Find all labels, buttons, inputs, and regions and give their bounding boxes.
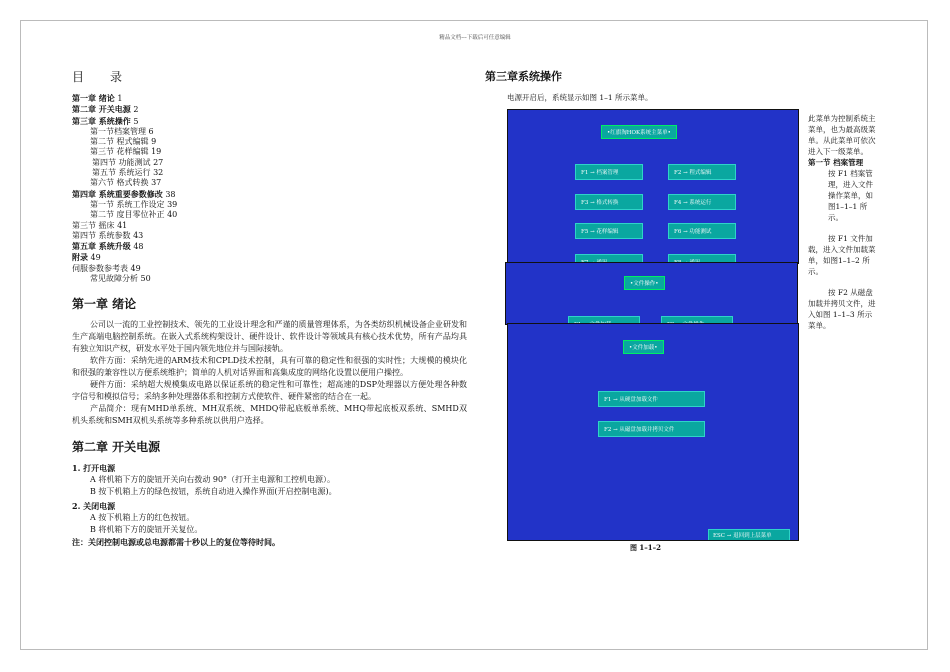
file-load-title: •文件加载• (623, 340, 664, 354)
chapter1-title: 第一章 绪论 (72, 297, 137, 312)
side-notes (808, 113, 878, 331)
toc-entry (72, 168, 467, 178)
power-on-step-b: B 按下机箱上方的绿色按钮，系统自动进入操作界面(开启控制电源)。 (90, 487, 337, 497)
power-on-title: 1. 打开电源 (72, 463, 116, 474)
toc-entry-text: 第二节 度目零位补正 (90, 210, 165, 220)
toc-entry-page: 37 (151, 178, 162, 188)
toc-entry-page: 1 (117, 94, 123, 103)
right-column (485, 68, 885, 103)
toc-entry (72, 158, 467, 168)
toc-entry-page: 41 (117, 220, 128, 230)
toc-entry-page: 19 (151, 147, 162, 157)
toc-entry-text: 第二章 开关电源 (72, 104, 131, 115)
power-off-step-a: A 按下机箱上方的红色按钮。 (90, 513, 195, 523)
power-note: 注：关闭控制电源或总电源都需十秒以上的复位等待时间。 (72, 537, 280, 548)
file-load-button-f1: F1 → 从硬盘加载文件 (598, 391, 705, 407)
toc-entry (72, 116, 467, 127)
toc-entry (72, 252, 467, 263)
chapter1-para-1: 公司以一流的工业控制技术、领先的工业设计理念和严谨的质量管理体系，为各类纺织机械设备企业研发和生产高端电脑控制系统。在嵌入式系统构架设计、硬件设计、软件设计等领域具有核心技术优势，所有产品均具有独立知识产权，研发水平处于国内领先地位并与国际接轨。 (72, 320, 467, 354)
menu-button-f5: F5 → 花样编辑 (575, 223, 643, 239)
toc-entry-text: 第六节 格式转换 (90, 178, 149, 188)
toc-entry-page: 32 (153, 168, 164, 178)
toc-entry-text: 附录 (72, 252, 88, 263)
chapter3-title: 第三章系统操作 (485, 70, 562, 83)
toc-entry-text: 伺服参数参考表 (72, 263, 128, 273)
chapter1-para-2: 软件方面：采纳先进的ARM技术和CPLD技术控制，具有可靠的稳定性和很强的实时性；大规模的模块化和很强的兼容性以方便系统维护；简单的人机对话界面和高集成度的网络化设置以便用户操控。 (72, 356, 467, 378)
toc-entry-page: 40 (167, 210, 178, 220)
toc-entry-text: 第五节 系统运行 (92, 168, 151, 178)
toc-entry (72, 264, 467, 274)
power-off-title: 2. 关闭电源 (72, 501, 116, 512)
toc-entry (72, 93, 467, 104)
toc-entry (72, 200, 467, 210)
toc-entry (72, 104, 467, 115)
toc-entry-text: 第三节 花样编辑 (90, 147, 149, 157)
figure-caption: 图 1–1–2 (630, 543, 662, 552)
toc-entry (72, 231, 467, 241)
chapter1-para-4: 产品简介：现有MHD单系统、MH双系统、MHDQ带起底板单系统、MHQ带起底板双系统、SMHD双机头系统和SMH双机头系统等多种系统以供用户选择。 (72, 404, 467, 426)
toc-title-a: 目 (72, 70, 85, 84)
menu-button-f1: F1 → 档案管理 (575, 164, 643, 180)
menu-button-f6: F6 → 功能测试 (668, 223, 736, 239)
toc-entry (72, 147, 467, 157)
toc-entry-text: 第四节 系统参数 (72, 230, 131, 240)
toc-entry-page: 48 (133, 242, 144, 252)
toc-entry (72, 127, 467, 137)
file-load-button-f2: F2 → 从磁盘加载并拷贝文件 (598, 421, 705, 437)
toc-entry-text: 常见故障分析 (90, 274, 138, 284)
power-off-step-b: B 将机箱下方的旋钮开关复位。 (90, 525, 203, 535)
toc-title-b: 录 (110, 70, 123, 84)
side-note-4: 按 F2 从磁盘加载并拷贝文件，进入如图 1–1–3 所示菜单。 (808, 288, 876, 330)
menu-button-f2: F2 → 程式编辑 (668, 164, 736, 180)
toc-entry-text: 第三章 系统操作 (72, 115, 131, 126)
toc-entry-text: 第三节 摇床 (72, 220, 115, 230)
menu-button-f3: F3 → 格式转换 (575, 194, 643, 210)
table-of-contents (72, 93, 467, 284)
file-load-screenshot (507, 323, 799, 541)
file-load-button-esc: ESC → 退回到上层菜单 (708, 529, 790, 541)
toc-entry-page: 43 (133, 230, 144, 240)
toc-entry-page: 49 (90, 253, 101, 263)
chapter1-para-3: 硬件方面：采纳超大规模集成电路以保证系统的稳定性和可靠性；超高速的DSP处理器以方便处理各种数字信号和模拟信号；采纳多种处理器体系和控制方式使软件、硬件紧密的结合在一起。 (72, 380, 467, 402)
toc-entry-page: 5 (133, 116, 139, 126)
main-menu-screenshot (507, 109, 799, 264)
chapter3-intro: 电源开启后，系统显示如图 1–1 所示菜单。 (507, 93, 653, 102)
toc-entry-text: 第五章 系统升级 (72, 241, 131, 252)
toc-entry (72, 137, 467, 147)
main-menu-title: •红旗淘HOK系统主菜单• (601, 125, 677, 139)
side-note-3: 按 F1 文件加载，进入文件加载菜单，如图1–1–2 所示。 (808, 234, 876, 276)
toc-entry (72, 189, 467, 200)
power-on-step-a: A 将机箱下方的旋钮开关向右拨动 90°（打开主电源和工控机电源）。 (90, 475, 336, 485)
toc-entry-page: 39 (167, 199, 178, 209)
toc-entry-text: 第二节 程式编辑 (90, 137, 149, 147)
toc-entry (72, 210, 467, 220)
toc-entry-text: 第四章 系统重要参数修改 (72, 188, 163, 199)
toc-entry (72, 274, 467, 284)
toc-entry-text: 第一节 系统工作设定 (90, 199, 165, 209)
toc-entry-page: 9 (151, 137, 157, 147)
side-note-2: 按 F1 档案管理，进入文件操作菜单，如图1–1–1 所示。 (828, 169, 873, 222)
toc-entry-page: 50 (140, 274, 151, 284)
header-note: 精品文档---下载后可任意编辑 (439, 35, 511, 41)
side-note-1: 此菜单为控制系统主菜单，也为最高级菜单。从此菜单可依次进入下一级菜单。 (808, 114, 876, 156)
toc-title (72, 68, 467, 85)
file-operation-screenshot (505, 262, 798, 325)
chapter2-title: 第二章 开关电源 (72, 440, 161, 455)
toc-entry-page: 6 (148, 126, 154, 136)
toc-entry-text: 第一节档案管理 (90, 126, 146, 136)
toc-entry-page: 2 (133, 105, 139, 115)
section-1-title: 第一节 档案管理 (808, 158, 864, 167)
toc-entry-page: 49 (130, 263, 141, 273)
toc-entry-text: 第四节 功能测试 (92, 157, 151, 167)
menu-button-f4: F4 → 系统运行 (668, 194, 736, 210)
toc-entry (72, 178, 467, 188)
file-operation-title: •文件操作• (624, 276, 665, 290)
toc-entry-text: 第一章 绪论 (72, 93, 115, 103)
toc-entry (72, 241, 467, 252)
toc-entry-page: 38 (165, 189, 176, 199)
left-column (72, 68, 467, 548)
toc-entry-page: 27 (153, 157, 164, 167)
toc-entry (72, 221, 467, 231)
